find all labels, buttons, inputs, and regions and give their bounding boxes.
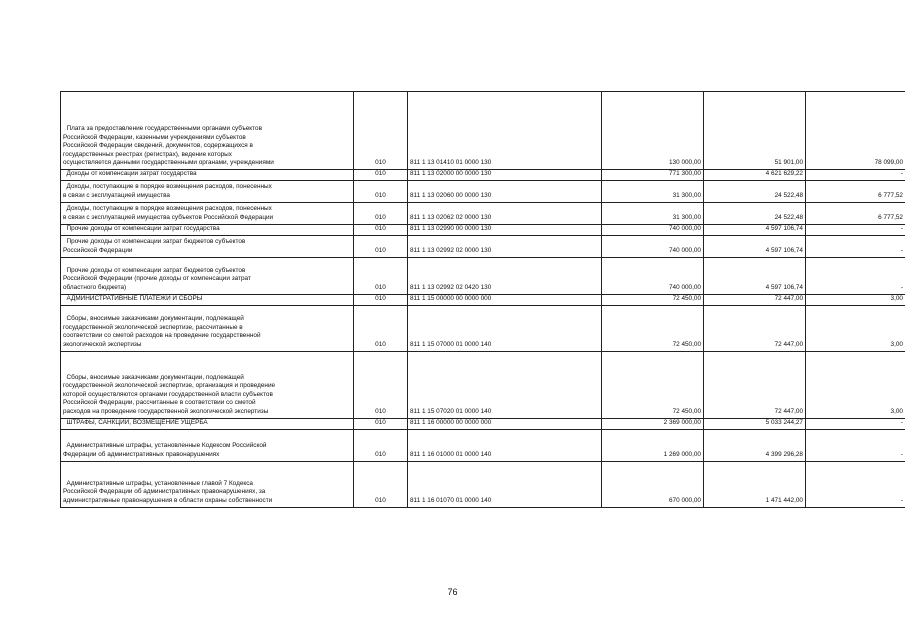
row-unexecuted-cell: 6 777,52 <box>806 202 905 224</box>
row-executed-cell: 4 597 106,74 <box>704 235 806 257</box>
table-row <box>61 429 905 461</box>
row-code-cell: 010 <box>354 170 408 181</box>
row-kbk-cell: 811 1 13 02990 00 0000 130 <box>408 224 602 235</box>
row-kbk-cell: 811 1 13 02992 02 0000 130 <box>408 235 602 257</box>
row-unexecuted-cell: - <box>806 170 905 181</box>
row-name-cell: АДМИНИСТРАТИВНЫЕ ПЛАТЕЖИ И СБОРЫ <box>61 294 354 305</box>
row-kbk-cell: 811 1 16 01070 01 0000 140 <box>408 461 602 507</box>
table-row <box>61 170 905 181</box>
row-approved-cell: 72 450,00 <box>602 294 704 305</box>
row-executed-cell: 1 471 442,00 <box>704 461 806 507</box>
table-row <box>61 235 905 257</box>
row-code-cell: 010 <box>354 180 408 202</box>
row-code-cell: 010 <box>354 294 408 305</box>
row-kbk-cell: 811 1 13 02062 02 0000 130 <box>408 202 602 224</box>
row-name-cell: Административные штрафы, установленные главой 7 Кодекса Российской Федерации об административных правонарушениях, за административные правонарушения в области охраны собственности <box>61 461 354 507</box>
row-code-cell: 010 <box>354 429 408 461</box>
row-name-cell: Административные штрафы, установленные Кодексом Российской Федерации об административных правонарушениях <box>61 429 354 461</box>
row-name-cell: ШТРАФЫ, САНКЦИИ, ВОЗМЕЩЕНИЕ УЩЕРБА <box>61 418 354 429</box>
row-kbk-cell: 811 1 15 07020 01 0000 140 <box>408 351 602 418</box>
row-code-cell: 010 <box>354 224 408 235</box>
row-executed-cell: 4 399 296,28 <box>704 429 806 461</box>
row-kbk-cell: 811 1 15 07000 01 0000 140 <box>408 305 602 351</box>
row-kbk-cell: 811 1 16 00000 00 0000 000 <box>408 418 602 429</box>
row-approved-cell: 771 300,00 <box>602 170 704 181</box>
row-unexecuted-cell: 6 777,52 <box>806 180 905 202</box>
row-kbk-cell: 811 1 13 01410 01 0000 130 <box>408 92 602 170</box>
row-kbk-cell: 811 1 16 01000 01 0000 140 <box>408 429 602 461</box>
row-executed-cell: 4 597 106,74 <box>704 257 806 294</box>
row-name-cell: Прочие доходы от компенсации затрат государства <box>61 224 354 235</box>
table-row <box>61 180 905 202</box>
row-approved-cell: 1 269 000,00 <box>602 429 704 461</box>
row-unexecuted-cell: - <box>806 429 905 461</box>
row-approved-cell: 670 000,00 <box>602 461 704 507</box>
row-executed-cell: 72 447,00 <box>704 305 806 351</box>
table-row <box>61 224 905 235</box>
table-row <box>61 461 905 507</box>
row-code-cell: 010 <box>354 418 408 429</box>
row-unexecuted-cell: - <box>806 418 905 429</box>
row-executed-cell: 4 597 106,74 <box>704 224 806 235</box>
row-unexecuted-cell: - <box>806 461 905 507</box>
table-row <box>61 418 905 429</box>
page-number: 76 <box>447 587 458 597</box>
row-executed-cell: 72 447,00 <box>704 351 806 418</box>
row-code-cell: 010 <box>354 257 408 294</box>
row-approved-cell: 72 450,00 <box>602 351 704 418</box>
row-kbk-cell: 811 1 13 02992 02 0420 130 <box>408 257 602 294</box>
row-executed-cell: 51 901,00 <box>704 92 806 170</box>
row-approved-cell: 740 000,00 <box>602 257 704 294</box>
row-unexecuted-cell: 3,00 <box>806 351 905 418</box>
row-name-cell: Доходы, поступающие в порядке возмещения расходов, понесенных в связи с эксплуатацией имущества субъектов Российской Федерации <box>61 202 354 224</box>
row-executed-cell: 72 447,00 <box>704 294 806 305</box>
row-name-cell: Прочие доходы от компенсации затрат бюджетов субъектов Российской Федерации (прочие доходы от компенсации затрат областного бюджета) <box>61 257 354 294</box>
row-approved-cell: 31 300,00 <box>602 202 704 224</box>
row-name-cell: Доходы от компенсации затрат государства <box>61 170 354 181</box>
row-code-cell: 010 <box>354 351 408 418</box>
row-unexecuted-cell: 78 099,00 <box>806 92 905 170</box>
row-executed-cell: 24 522,48 <box>704 202 806 224</box>
row-unexecuted-cell: 3,00 <box>806 294 905 305</box>
row-kbk-cell: 811 1 13 02000 00 0000 130 <box>408 170 602 181</box>
row-unexecuted-cell: 3,00 <box>806 305 905 351</box>
row-name-cell: Сборы, вносимые заказчиками документации, подлежащей государственной экологической экспертизе, рассчитанные в соответствии со сметой расходов на проведение государственной экологической экспертизы <box>61 305 354 351</box>
table-row <box>61 294 905 305</box>
row-name-cell: Сборы, вносимые заказчиками документации, подлежащей государственной экологической экспертизе, организация и проведение которой осуществляются органами государственной власти субъектов Российской Федерации, рассчитанные в соответствии со сметой расходов на проведение государственной экологической экспертизы <box>61 351 354 418</box>
row-executed-cell: 4 621 629,22 <box>704 170 806 181</box>
row-approved-cell: 31 300,00 <box>602 180 704 202</box>
table-row <box>61 92 905 170</box>
row-approved-cell: 130 000,00 <box>602 92 704 170</box>
table-row <box>61 351 905 418</box>
row-approved-cell: 72 450,00 <box>602 305 704 351</box>
row-code-cell: 010 <box>354 202 408 224</box>
row-code-cell: 010 <box>354 235 408 257</box>
row-executed-cell: 24 522,48 <box>704 180 806 202</box>
table-row <box>61 202 905 224</box>
table-row <box>61 257 905 294</box>
row-code-cell: 010 <box>354 92 408 170</box>
row-code-cell: 010 <box>354 461 408 507</box>
row-name-cell: Доходы, поступающие в порядке возмещения расходов, понесенных в связи с эксплуатацией имущества <box>61 180 354 202</box>
row-kbk-cell: 811 1 13 02060 00 0000 130 <box>408 180 602 202</box>
row-approved-cell: 740 000,00 <box>602 224 704 235</box>
row-approved-cell: 740 000,00 <box>602 235 704 257</box>
row-code-cell: 010 <box>354 305 408 351</box>
row-name-cell: Прочие доходы от компенсации затрат бюджетов субъектов Российской Федерации <box>61 235 354 257</box>
row-unexecuted-cell: - <box>806 257 905 294</box>
row-unexecuted-cell: - <box>806 224 905 235</box>
row-kbk-cell: 811 1 15 00000 00 0000 000 <box>408 294 602 305</box>
row-approved-cell: 2 369 000,00 <box>602 418 704 429</box>
row-name-cell: Плата за предоставление государственными органами субъектов Российской Федерации, казенными учреждениями субъектов Российской Федерации сведений, документов, содержащихся в государственных реестрах (регистрах), ведение которых осуществляется данными государственными органами, учреждениями <box>61 92 354 170</box>
row-unexecuted-cell: - <box>806 235 905 257</box>
revenue-execution-table <box>60 91 905 508</box>
row-executed-cell: 5 033 244,27 <box>704 418 806 429</box>
table-body <box>61 92 905 508</box>
table-row <box>61 305 905 351</box>
